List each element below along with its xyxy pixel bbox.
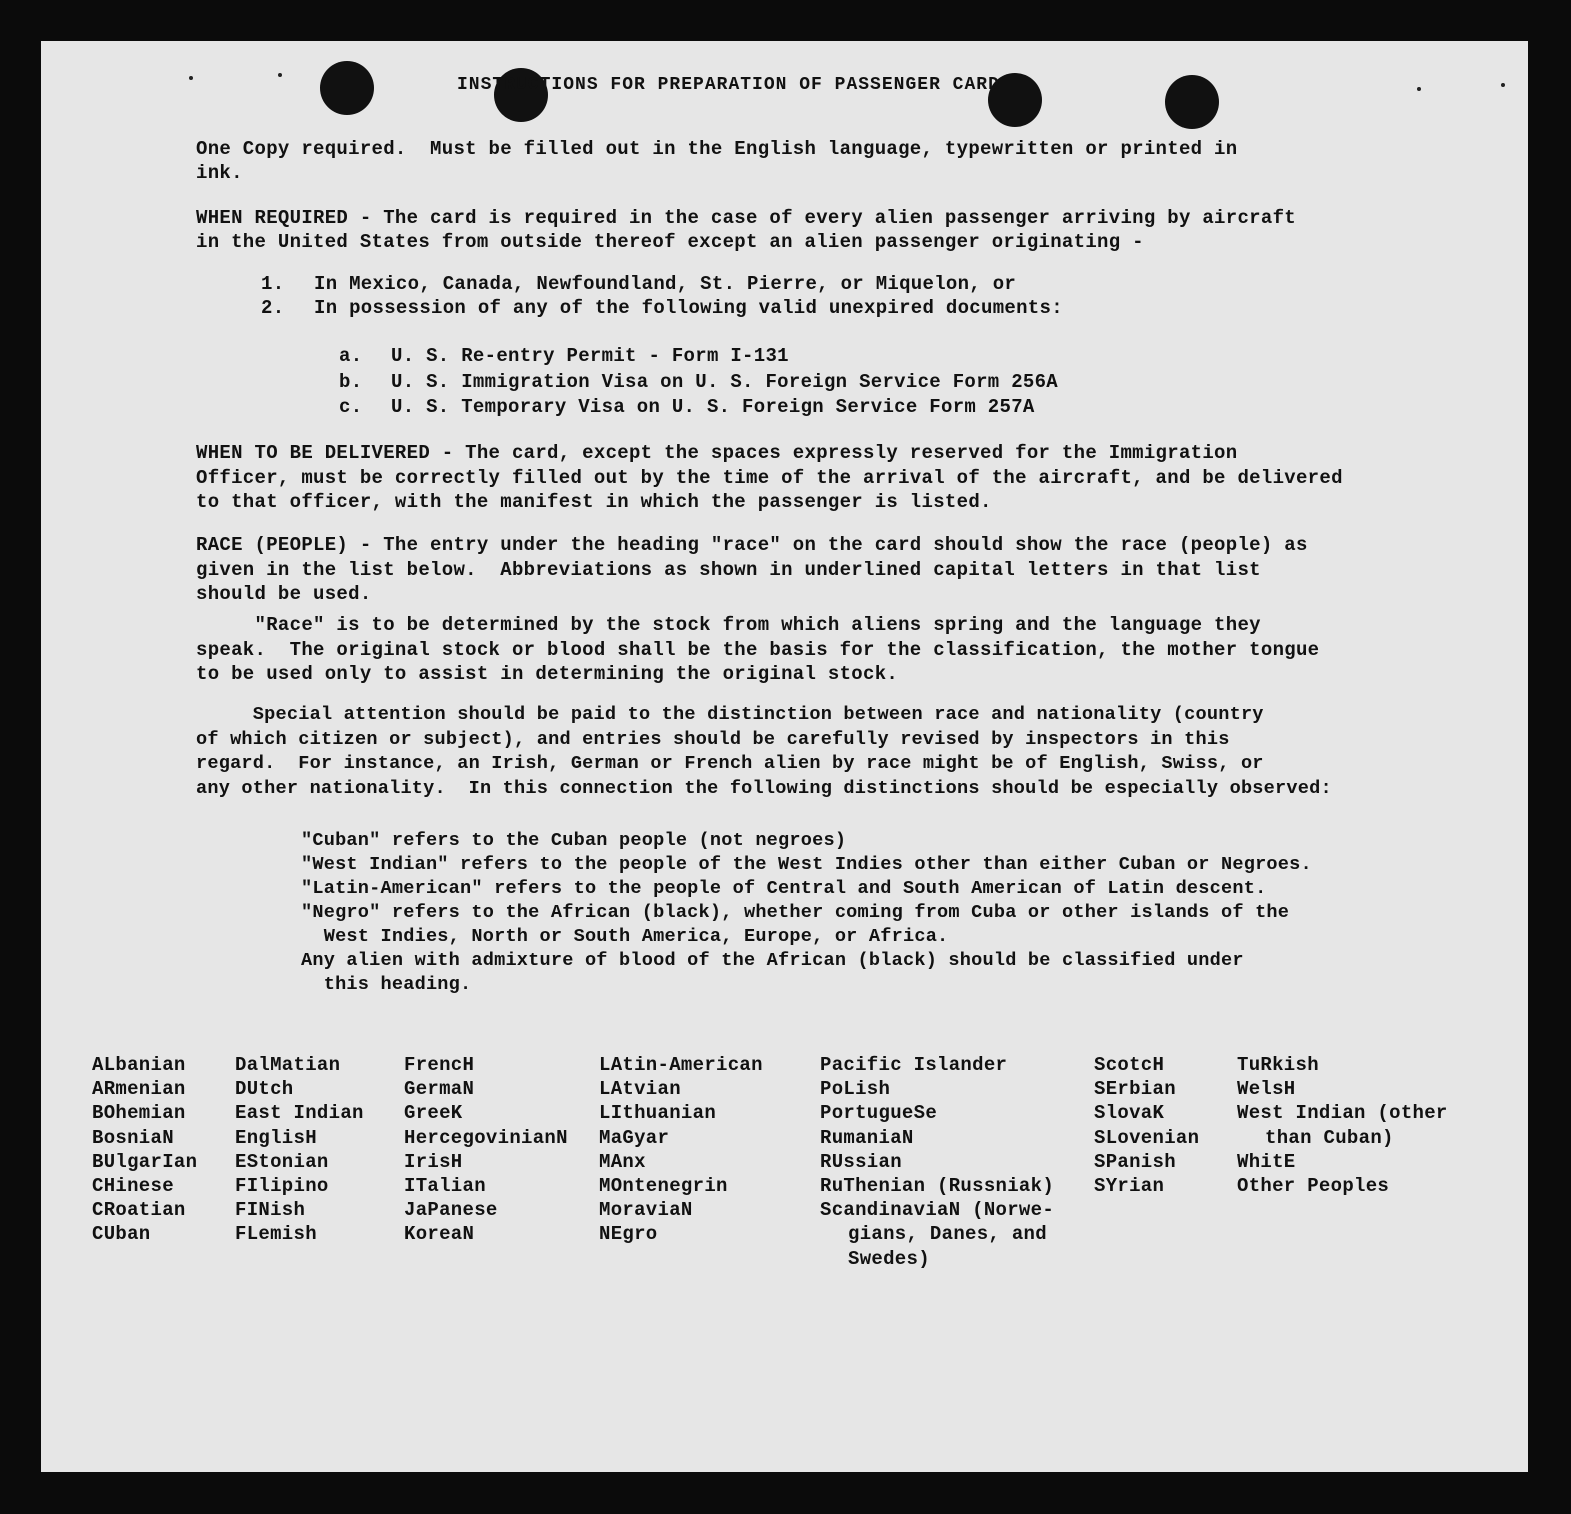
race-list-column-4: [599, 1053, 763, 1247]
list-item-text: In Mexico, Canada, Newfoundland, St. Pierre, or Miquelon, or: [314, 273, 1017, 295]
sub-item-letter: c.: [339, 396, 363, 418]
race-list-item: EnglisH: [235, 1126, 317, 1149]
race-list-item: CRoatian: [92, 1199, 186, 1222]
speck: [278, 73, 282, 77]
intro-paragraph: One Copy required. Must be filled out in the English language, typewritten or printed in ink.: [196, 138, 1238, 184]
race-list-item: GermaN: [404, 1078, 475, 1101]
race-list-item: MaGyar: [599, 1126, 670, 1149]
race-list-item: RumaniaN: [820, 1126, 914, 1149]
distinctions-list: "Cuban" refers to the Cuban people (not negroes) "West Indian" refers to the people of the West Indies other than either Cuban or Negroes. "Latin-American" refers to the people of Central and South American of Latin descent. "Negro" refers to the African (black), whether coming from Cuba or other islands of the West Indies, North or South America, Europe, or Africa. Any alien with admixture of blood of the African (black) should be classified under this heading.: [301, 830, 1312, 995]
sub-item-letter: b.: [339, 371, 363, 393]
race-list-item: MAnx: [599, 1150, 646, 1173]
race-list-item: PoLish: [820, 1078, 891, 1101]
race-list-item: MOntenegrin: [599, 1175, 728, 1198]
race-list-item: JaPanese: [404, 1199, 498, 1222]
race-list-item: BUlgarIan: [92, 1150, 198, 1173]
race-list-item: Swedes): [848, 1247, 930, 1270]
race-people-paragraph: RACE (PEOPLE) - The entry under the heading "race" on the card should show the race (people) as given in the list below. Abbreviations as shown in underlined capital letters in that list should be used.: [196, 534, 1308, 605]
race-list-item: ALbanian: [92, 1054, 186, 1076]
race-list-item: LAtin-American: [599, 1054, 763, 1076]
race-list-item: DalMatian: [235, 1054, 341, 1076]
punch-hole: [320, 61, 374, 115]
race-list-item: SLovenian: [1094, 1126, 1200, 1149]
race-list-item: ARmenian: [92, 1078, 186, 1101]
race-list-item: LAtvian: [599, 1078, 681, 1101]
sub-item-text: U. S. Immigration Visa on U. S. Foreign Service Form 256A: [391, 371, 1059, 393]
race-list-item: WelsH: [1237, 1078, 1296, 1101]
race-list-item: LIthuanian: [599, 1102, 717, 1125]
race-list-column-5: [820, 1053, 1054, 1271]
race-list-item: PortugueSe: [820, 1102, 938, 1125]
race-list-item: KoreaN: [404, 1223, 475, 1246]
speck: [189, 76, 193, 80]
race-list-item: Pacific Islander: [820, 1054, 1008, 1076]
race-list-column-6: [1094, 1053, 1199, 1198]
race-list-item: SPanish: [1094, 1150, 1176, 1173]
sub-item-text: U. S. Re-entry Permit - Form I-131: [391, 345, 789, 367]
race-list-item: gians, Danes, and: [848, 1223, 1047, 1246]
race-list-item: SYrian: [1094, 1175, 1165, 1198]
race-list-column-7: [1237, 1053, 1448, 1198]
special-attention-paragraph: Special attention should be paid to the distinction between race and nationality (country of which citizen or subject), and entries should be carefully revised by inspectors in this regard. For instance, an Irish, German or French alien by race might be of English, Swiss, or any other nationality. In this connection the following distinctions should be especially observed:: [196, 704, 1332, 799]
race-list-item: ScotcH: [1094, 1054, 1165, 1076]
when-required-paragraph: WHEN REQUIRED - The card is required in the case of every alien passenger arriving by aircraft in the United States from outside thereof except an alien passenger originating -: [196, 207, 1296, 253]
race-list-item: BOhemian: [92, 1102, 186, 1125]
document-page: [41, 41, 1528, 1472]
race-list-item: CUban: [92, 1223, 151, 1246]
race-list-item: FINish: [235, 1199, 306, 1222]
race-list-item: FLemish: [235, 1223, 317, 1246]
race-list-item: TuRkish: [1237, 1054, 1319, 1076]
race-list-item: NEgro: [599, 1223, 658, 1246]
sub-item-text: U. S. Temporary Visa on U. S. Foreign Service Form 257A: [391, 396, 1035, 418]
speck: [1417, 87, 1421, 91]
list-item-number: 2.: [261, 297, 285, 319]
page-title: INSTRUCTIONS FOR PREPARATION OF PASSENGER CARD: [457, 75, 1000, 95]
race-list-item: DUtch: [235, 1078, 294, 1101]
race-list-item: FrencH: [404, 1054, 475, 1076]
race-list-item: ITalian: [404, 1175, 486, 1198]
race-list-item: CHinese: [92, 1175, 174, 1198]
race-list-item: RUssian: [820, 1150, 902, 1173]
when-delivered-paragraph: WHEN TO BE DELIVERED - The card, except the spaces expressly reserved for the Immigration Officer, must be correctly filled out by the time of the arrival of the aircraft, and be delivered to that officer, with the manifest in which the passenger is listed.: [196, 442, 1343, 513]
race-list-item: RuThenian (Russniak): [820, 1175, 1055, 1198]
race-list-item: FIlipino: [235, 1175, 329, 1198]
race-list-item: IrisH: [404, 1150, 463, 1173]
list-item-number: 1.: [261, 273, 285, 295]
race-list-item: than Cuban): [1265, 1126, 1394, 1149]
race-list-item: West Indian (other: [1237, 1102, 1448, 1125]
list-item-text: In possession of any of the following valid unexpired documents:: [314, 297, 1063, 319]
race-list-item: East Indian: [235, 1102, 364, 1125]
race-list-item: SlovaK: [1094, 1102, 1165, 1125]
race-list-item: SErbian: [1094, 1078, 1176, 1101]
race-list-item: GreeK: [404, 1102, 463, 1125]
race-list-item: MoraviaN: [599, 1199, 693, 1222]
race-list-column-1: [92, 1053, 197, 1247]
race-list-column-3: [404, 1053, 568, 1247]
race-definition-paragraph: "Race" is to be determined by the stock from which aliens spring and the language they speak. The original stock or blood shall be the basis for the classification, the mother tongue to be used only to assist in determining the original stock.: [196, 614, 1320, 685]
speck: [1501, 83, 1505, 87]
race-list-item: Other Peoples: [1237, 1175, 1390, 1198]
punch-hole: [1165, 75, 1219, 129]
race-list-column-2: [235, 1053, 364, 1247]
sub-item-letter: a.: [339, 345, 363, 367]
race-list-item: HercegovinianN: [404, 1126, 568, 1149]
race-list-item: ScandinaviaN (Norwe-: [820, 1199, 1055, 1222]
race-list-item: EStonian: [235, 1150, 329, 1173]
race-list-item: WhitE: [1237, 1150, 1296, 1173]
race-list-item: BosniaN: [92, 1126, 174, 1149]
